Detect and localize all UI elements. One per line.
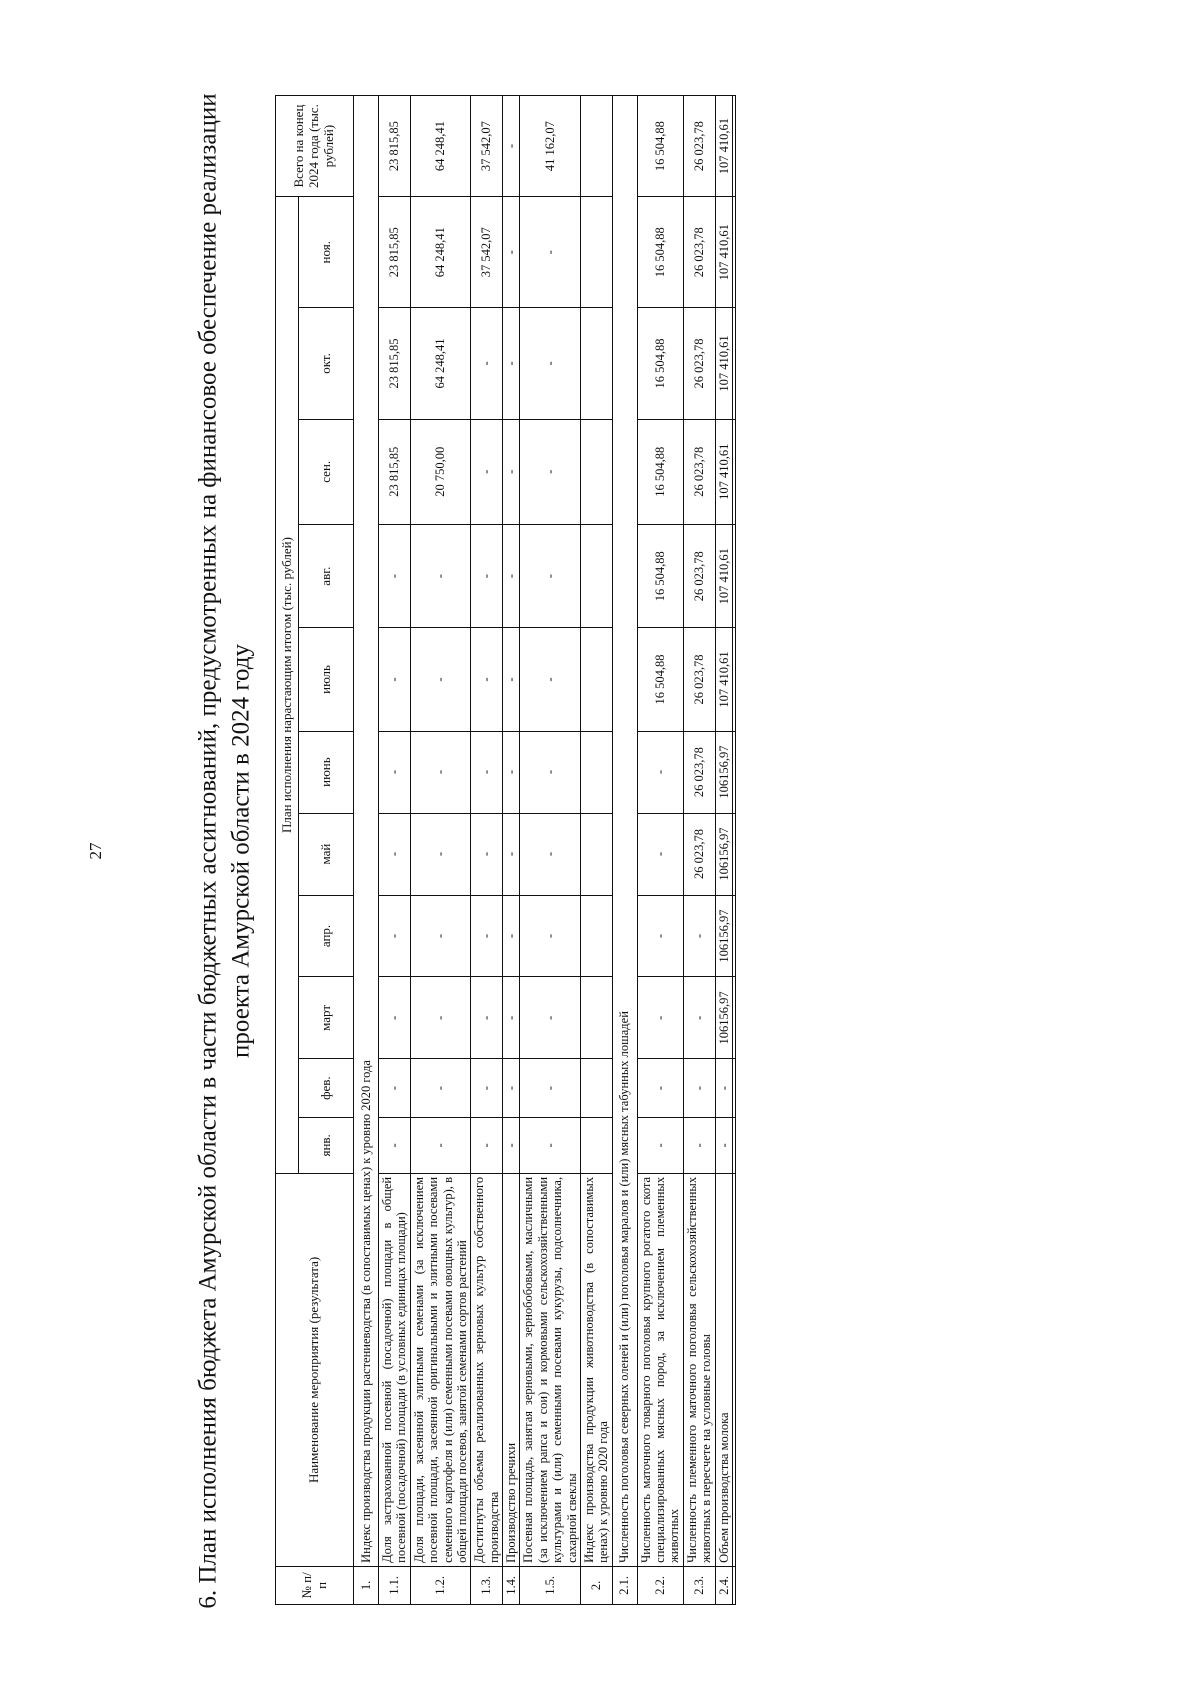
cell-total: - (503, 96, 520, 197)
cell-value (732, 1117, 735, 1173)
cell-value: - (503, 308, 520, 419)
row-name: Численность маточного товарного поголовья крупного рогатого скота специализированных мясных пород, за исключением племенных животных (637, 1173, 683, 1566)
cell-value: 106156,97 (715, 977, 732, 1059)
cell-value (580, 419, 612, 525)
cell-value: 23 815,85 (379, 308, 411, 419)
cell-value: - (471, 628, 503, 731)
cell-value: - (520, 895, 581, 977)
plan-table (275, 95, 736, 1605)
cell-value: - (503, 813, 520, 895)
table-row (637, 96, 683, 1605)
cell-value (580, 1059, 612, 1117)
cell-value: 16 504,88 (637, 525, 683, 628)
cell-value: - (379, 525, 411, 628)
cell-total: 64 248,41 (410, 96, 471, 197)
cell-value: 16 504,88 (637, 628, 683, 731)
cell-value: - (637, 1117, 683, 1173)
cell-value: - (410, 628, 471, 731)
cell-value: 107 410,61 (715, 419, 732, 525)
cell-value (732, 895, 735, 977)
cell-total (580, 96, 612, 197)
month-header: сен. (299, 419, 354, 525)
month-header: май (299, 813, 354, 895)
cell-value (732, 308, 735, 419)
cell-value: - (503, 895, 520, 977)
cell-value (580, 1117, 612, 1173)
cell-value (580, 308, 612, 419)
cell-value: - (379, 731, 411, 813)
cell-value: - (410, 525, 471, 628)
cell-value: - (637, 731, 683, 813)
cell-value (732, 1059, 735, 1117)
cell-value: - (379, 895, 411, 977)
row-num: 1.1. (379, 1566, 411, 1604)
cell-value: - (520, 628, 581, 731)
cell-value: 26 023,78 (683, 628, 715, 731)
main-title: 6. План исполнения бюджета Амурской области в части бюджетных ассигнований, предусмотренных на финансовое обеспечение реализации проекта Амурской области в 2024 году (194, 93, 254, 1609)
row-num: 1.4. (503, 1566, 520, 1604)
cell-value: - (637, 895, 683, 977)
col-header-num: № п/п (276, 1566, 354, 1604)
cell-value: - (471, 419, 503, 525)
cell-value: - (715, 1059, 732, 1117)
row-name: Доля застрахованной посевной (посадочной) площади в общей посевной (посадочной) площади (в условных единицах площади) (379, 1173, 411, 1566)
rotated-table-wrapper (275, 95, 1005, 1605)
cell-value: - (410, 1117, 471, 1173)
row-name: Объем производства молока (715, 1173, 732, 1566)
row-name: Доля площади, засеянной элитными семенами (за исключением посевной площади, засеянной оригинальными и элитными посевами семенного картофеля и (или) семенными посевами овощных культур), в общей площади посевов, занятой семенами сортов растений (410, 1173, 471, 1566)
section-title: Численность поголовья северных оленей и (или) поголовья маралов и (или) мясных табунных лошадей (612, 96, 637, 1567)
cell-value: - (520, 1117, 581, 1173)
table-row (520, 96, 581, 1605)
cell-value: - (520, 197, 581, 308)
cell-value: - (503, 628, 520, 731)
cell-value: - (503, 731, 520, 813)
header-row-1 (276, 96, 299, 1605)
cell-value: - (379, 977, 411, 1059)
cell-value: 107 410,61 (715, 628, 732, 731)
cell-total (732, 96, 735, 197)
cell-value: - (520, 813, 581, 895)
cell-value (732, 197, 735, 308)
row-num: 2.2. (637, 1566, 683, 1604)
cell-value (580, 628, 612, 731)
row-num: 2.4. (715, 1566, 732, 1604)
cell-value: - (410, 977, 471, 1059)
cell-value: - (471, 1117, 503, 1173)
table-row (732, 96, 735, 1605)
section-title: Индекс производства продукции растениеводства (в сопоставимых ценах) к уровню 2020 года (354, 96, 379, 1567)
cell-value: - (503, 525, 520, 628)
cell-value: - (379, 813, 411, 895)
table-row (580, 96, 612, 1605)
cell-value (732, 419, 735, 525)
cell-value (732, 525, 735, 628)
table-row (471, 96, 503, 1605)
table-row (379, 96, 411, 1605)
cell-value: 107 410,61 (715, 197, 732, 308)
row-name: Индекс производства продукции животноводства (в сопоставимых ценах) к уровню 2020 года (580, 1173, 612, 1566)
row-num (732, 1566, 735, 1604)
row-name: Численность племенного маточного поголовья сельскохозяйственных животных в пересчете на условные головы (683, 1173, 715, 1566)
row-num: 1.2. (410, 1566, 471, 1604)
section-row (354, 96, 379, 1605)
cell-value: - (520, 731, 581, 813)
row-name: Производство гречихи (503, 1173, 520, 1566)
cell-value (580, 525, 612, 628)
cell-value: - (410, 1059, 471, 1117)
cell-value: 26 023,78 (683, 813, 715, 895)
cell-total: 23 815,85 (379, 96, 411, 197)
table-row (410, 96, 471, 1605)
month-header: янв. (299, 1117, 354, 1173)
cell-value (732, 628, 735, 731)
cell-value: 107 410,61 (715, 525, 732, 628)
row-name: Посевная площадь, занятая зерновыми, зернобобовыми, масличными (за исключением рапса и сои) и кормовыми сельскохозяйственными культурами и (или) семенными посевами кукурузы, подсолнечника, сахарной свеклы (520, 1173, 581, 1566)
cell-value: - (520, 419, 581, 525)
cell-value (580, 197, 612, 308)
cell-value: - (520, 977, 581, 1059)
col-header-name: Наименование мероприятия (результата) (276, 1173, 354, 1566)
cell-value (732, 731, 735, 813)
cell-value (732, 977, 735, 1059)
cell-value (580, 813, 612, 895)
row-num: 1. (354, 1566, 379, 1604)
month-header: апр. (299, 895, 354, 977)
month-header: авг. (299, 525, 354, 628)
month-header: ноя. (299, 197, 354, 308)
section-row (612, 96, 637, 1605)
page-number: 27 (86, 842, 105, 860)
cell-value: - (683, 895, 715, 977)
cell-value: - (637, 1059, 683, 1117)
cell-value: - (410, 895, 471, 977)
cell-value: - (471, 813, 503, 895)
cell-value: 106156,97 (715, 731, 732, 813)
cell-value: - (471, 731, 503, 813)
cell-value: - (683, 1059, 715, 1117)
cell-value: - (503, 977, 520, 1059)
cell-value: 23 815,85 (379, 197, 411, 308)
cell-value: - (683, 977, 715, 1059)
cell-value: - (503, 197, 520, 308)
cell-value: - (715, 1117, 732, 1173)
table-row (683, 96, 715, 1605)
row-num: 2.1. (612, 1566, 637, 1604)
cell-value: 64 248,41 (410, 308, 471, 419)
row-num: 2.3. (683, 1566, 715, 1604)
cell-value: - (410, 731, 471, 813)
cell-value: - (471, 977, 503, 1059)
cell-value (580, 895, 612, 977)
cell-total: 107 410,61 (715, 96, 732, 197)
cell-value: - (379, 1117, 411, 1173)
cell-value (732, 813, 735, 895)
row-num: 1.3. (471, 1566, 503, 1604)
table-row (503, 96, 520, 1605)
cell-total: 41 162,07 (520, 96, 581, 197)
cell-value: - (379, 628, 411, 731)
cell-value (580, 977, 612, 1059)
cell-value: - (637, 813, 683, 895)
cell-total: 26 023,78 (683, 96, 715, 197)
cell-value: 23 815,85 (379, 419, 411, 525)
cell-value: - (683, 1117, 715, 1173)
cell-value: 106156,97 (715, 813, 732, 895)
row-name: Достигнуты объемы реализованных зерновых культур собственного производства (471, 1173, 503, 1566)
cell-value: - (471, 525, 503, 628)
row-num: 1.5. (520, 1566, 581, 1604)
cell-value: 16 504,88 (637, 197, 683, 308)
cell-value: 26 023,78 (683, 419, 715, 525)
month-header: окт. (299, 308, 354, 419)
cell-value: - (410, 813, 471, 895)
row-num: 2. (580, 1566, 612, 1604)
col-header-plan-group: План исполнения нарастающим итогом (тыс. рублей) (276, 197, 299, 1174)
cell-value: 64 248,41 (410, 197, 471, 308)
table-row (715, 96, 732, 1605)
month-header: фев. (299, 1059, 354, 1117)
col-header-total: Всего на конец 2024 года (тыс. рублей) (276, 96, 354, 197)
cell-value: 16 504,88 (637, 308, 683, 419)
cell-value: 26 023,78 (683, 525, 715, 628)
cell-value: - (471, 895, 503, 977)
cell-value: - (503, 1059, 520, 1117)
cell-value: - (520, 525, 581, 628)
cell-value: - (471, 1059, 503, 1117)
cell-total: 37 542,07 (471, 96, 503, 197)
row-name (732, 1173, 735, 1566)
cell-value: - (379, 1059, 411, 1117)
cell-value: 37 542,07 (471, 197, 503, 308)
cell-value: 26 023,78 (683, 731, 715, 813)
month-header: июнь (299, 731, 354, 813)
cell-value: - (637, 977, 683, 1059)
cell-total: 16 504,88 (637, 96, 683, 197)
title-block (193, 51, 258, 1651)
cell-value: 26 023,78 (683, 308, 715, 419)
month-header: март (299, 977, 354, 1059)
cell-value: 20 750,00 (410, 419, 471, 525)
cell-value: 26 023,78 (683, 197, 715, 308)
cell-value: - (503, 419, 520, 525)
cell-value: 16 504,88 (637, 419, 683, 525)
cell-value: - (520, 308, 581, 419)
cell-value: - (471, 308, 503, 419)
cell-value: - (503, 1117, 520, 1173)
cell-value: 107 410,61 (715, 308, 732, 419)
cell-value: - (520, 1059, 581, 1117)
cell-value (580, 731, 612, 813)
month-header: июль (299, 628, 354, 731)
cell-value: 106156,97 (715, 895, 732, 977)
